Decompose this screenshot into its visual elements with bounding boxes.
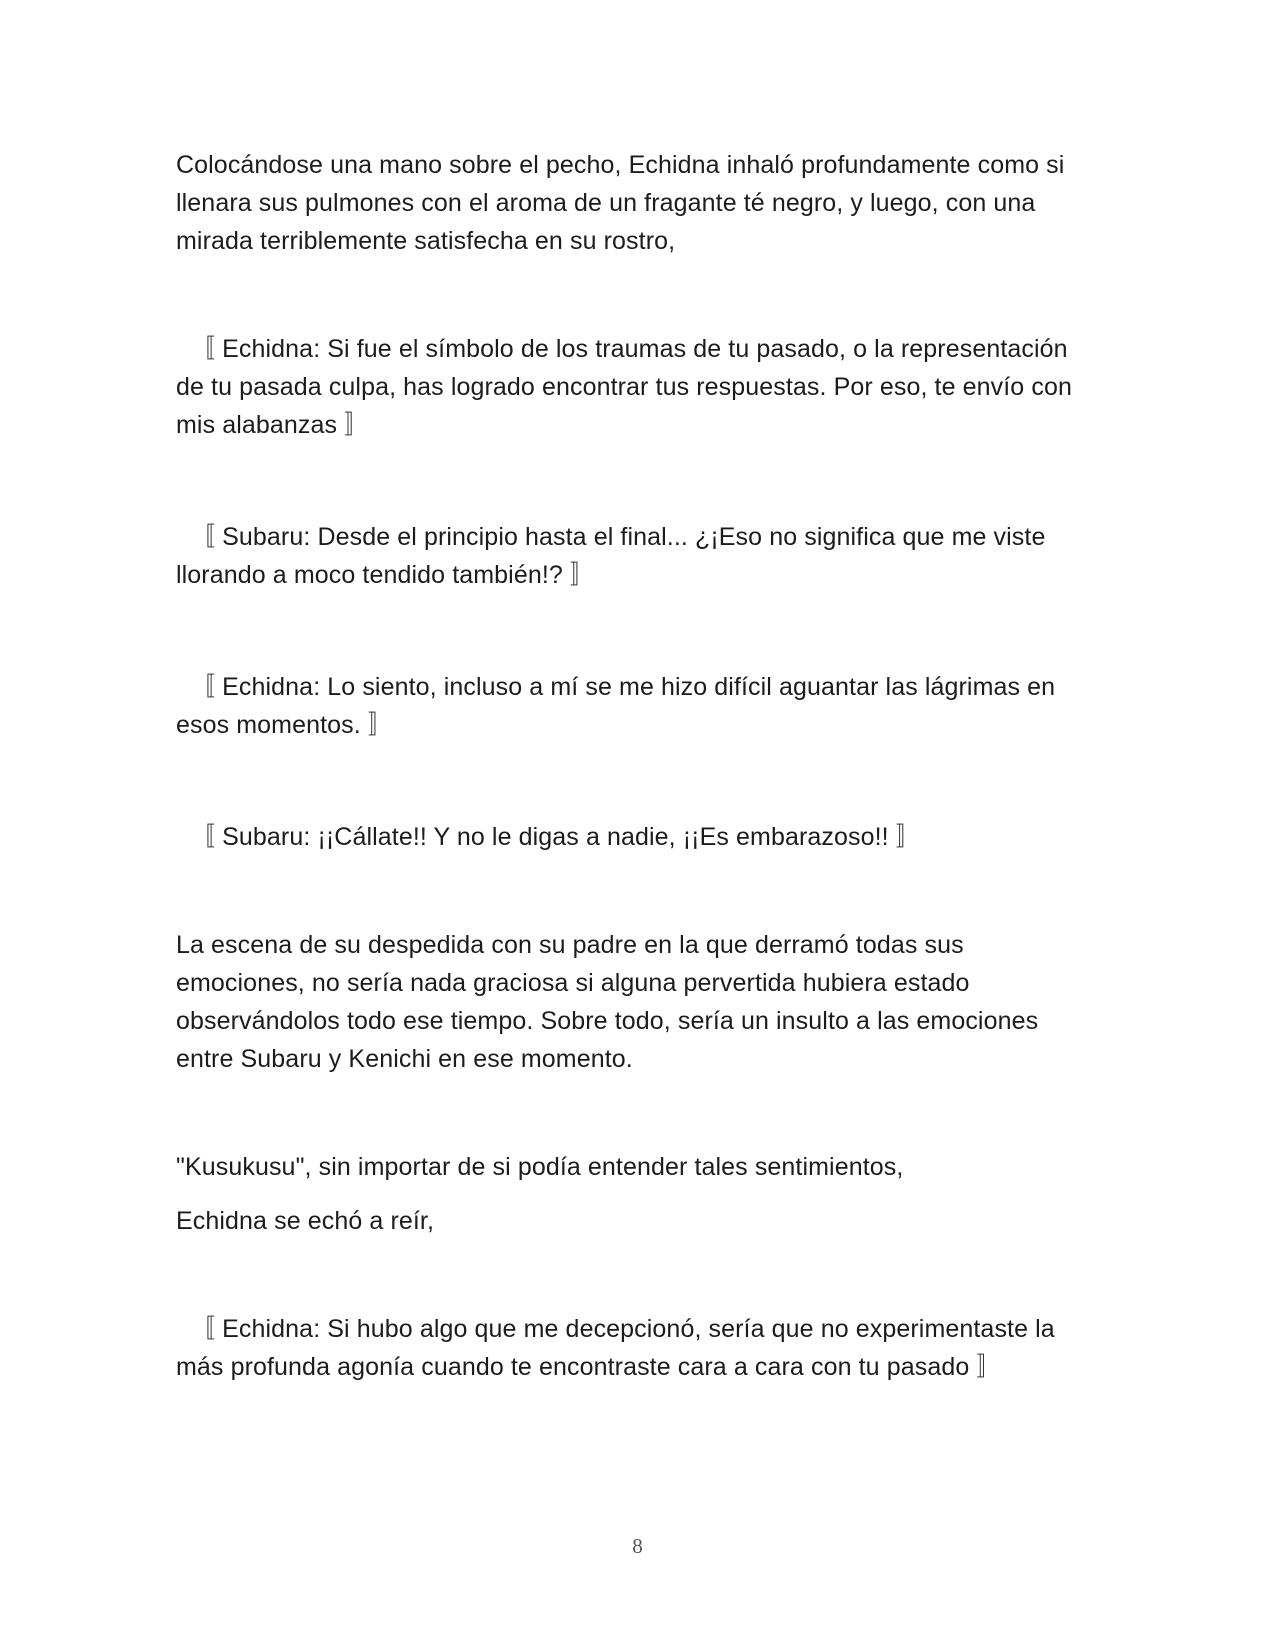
narration-paragraph: La escena de su despedida con su padre en la que derramó todas sus emociones, no sería nada graciosa si alguna pervertida hubiera estado observándolos todo ese tiempo. Sobre todo, sería un insulto a las emociones entre Subaru y Kenichi en ese momento.	[176, 931, 1039, 1073]
narration-paragraph: Colocándose una mano sobre el pecho, Echidna inhaló profundamente como si llenara sus pulmones con el aroma de un fragante té negro, y luego, con una mirada terriblemente satisfecha en su rostro,	[176, 151, 1065, 255]
dialogue-echidna: 〚 Echidna: Si fue el símbolo de los traumas de tu pasado, o la representación de tu pasada culpa, has logrado encontrar tus respuestas. Por eso, te envío con mis alabanzas 〛	[176, 335, 1072, 439]
narration-paragraph: Echidna se echó a reír,	[176, 1207, 435, 1235]
dialogue-subaru: 〚 Subaru: ¡¡Cállate!! Y no le digas a nadie, ¡¡Es embarazoso!! 〛	[190, 823, 921, 851]
dialogue-echidna: 〚 Echidna: Lo siento, incluso a mí se me hizo difícil aguantar las lágrimas en esos momentos. 〛	[176, 673, 1056, 739]
narration-paragraph: "Kusukusu", sin importar de si podía entender tales sentimientos,	[176, 1153, 904, 1181]
dialogue-echidna: 〚 Echidna: Si hubo algo que me decepcionó, sería que no experimentaste la más profunda agonía cuando te encontraste cara a cara con tu pasado 〛	[176, 1315, 1055, 1381]
page-number: 8	[632, 1534, 643, 1558]
dialogue-subaru: 〚 Subaru: Desde el principio hasta el final... ¿¡Eso no significa que me viste llorando a moco tendido también!? 〛	[176, 523, 1046, 589]
